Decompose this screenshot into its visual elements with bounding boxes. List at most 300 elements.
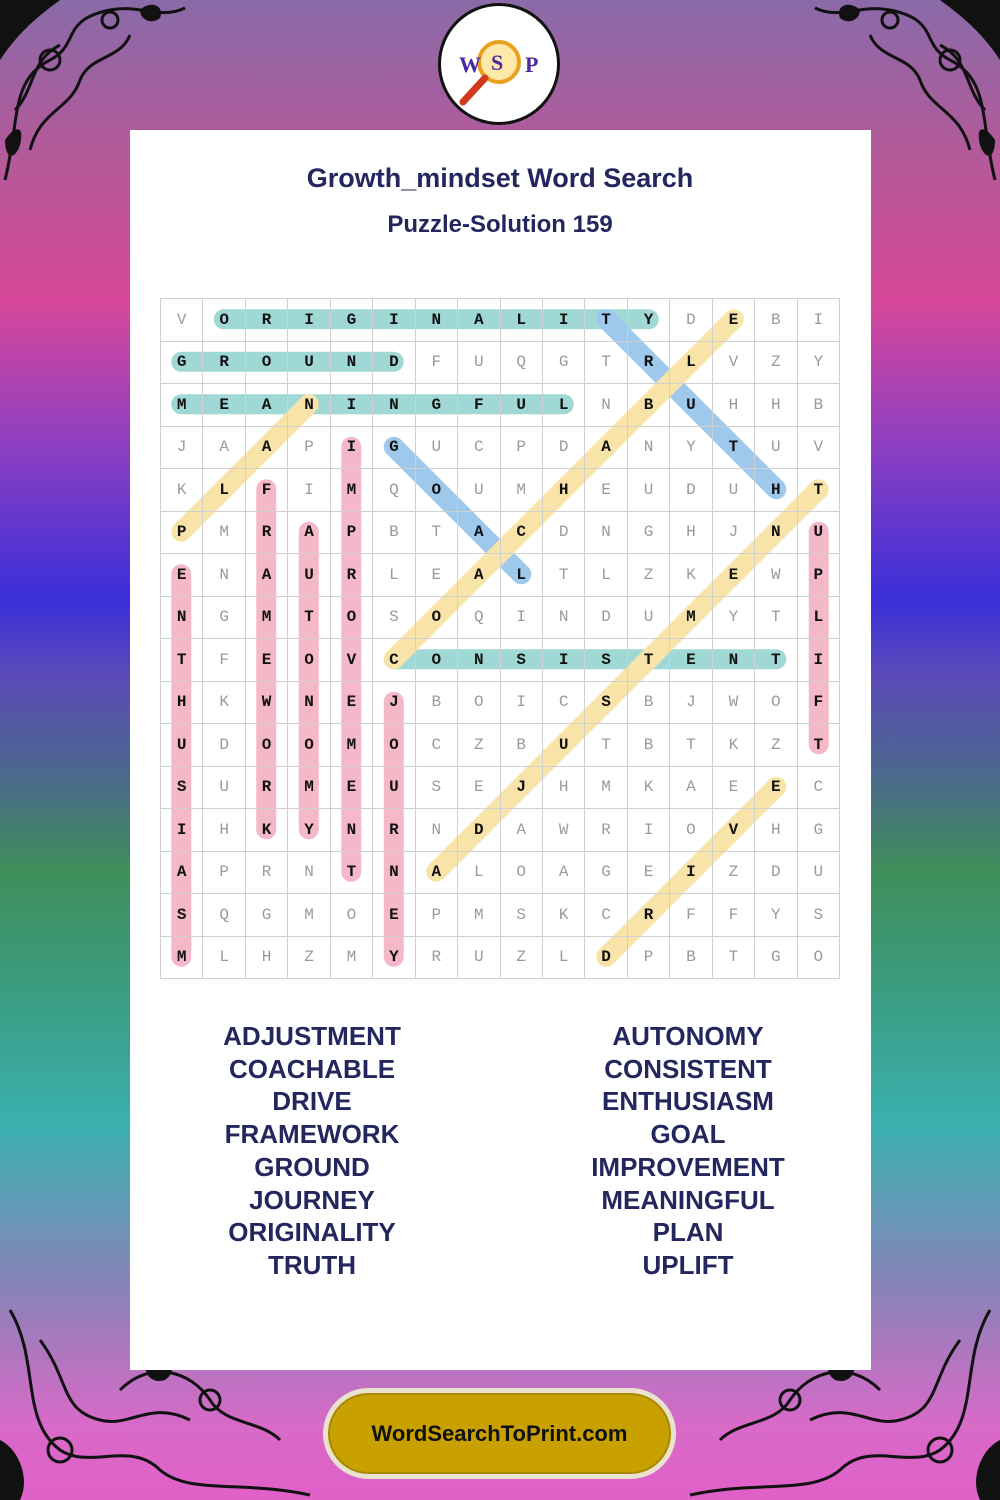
grid-cell[interactable]: G xyxy=(203,596,245,639)
grid-cell[interactable]: H xyxy=(755,384,797,427)
grid-cell[interactable]: G xyxy=(373,426,415,469)
grid-cell[interactable]: L xyxy=(203,469,245,512)
grid-cell[interactable]: S xyxy=(415,766,457,809)
grid-cell[interactable]: H xyxy=(203,809,245,852)
grid-cell[interactable]: H xyxy=(542,766,584,809)
grid-cell[interactable]: L xyxy=(500,554,542,597)
grid-cell[interactable]: I xyxy=(288,299,330,342)
page-title: Growth_mindset Word Search xyxy=(306,163,694,193)
grid-row xyxy=(161,681,840,724)
grid-cell[interactable]: Y xyxy=(373,936,415,979)
word-list-item: CONSISTENT xyxy=(604,1053,772,1084)
grid-cell[interactable]: J xyxy=(712,511,754,554)
grid-cell[interactable]: T xyxy=(585,299,627,342)
grid-cell[interactable]: I xyxy=(500,596,542,639)
grid-cell[interactable]: U xyxy=(542,724,584,767)
grid-cell[interactable]: H xyxy=(161,681,203,724)
grid-cell[interactable]: Y xyxy=(627,299,669,342)
grid-cell[interactable]: S xyxy=(585,639,627,682)
grid-cell[interactable]: N xyxy=(203,554,245,597)
grid-row xyxy=(161,511,840,554)
grid-cell[interactable]: J xyxy=(670,681,712,724)
grid-row xyxy=(161,894,840,937)
grid-cell[interactable]: A xyxy=(500,809,542,852)
grid-cell[interactable]: U xyxy=(458,341,500,384)
grid-cell[interactable]: M xyxy=(288,766,330,809)
word-list-item: JOURNEY xyxy=(249,1184,375,1215)
grid-cell[interactable]: L xyxy=(542,936,584,979)
grid-cell[interactable]: M xyxy=(161,384,203,427)
grid-cell[interactable]: A xyxy=(245,384,287,427)
grid-cell[interactable]: O xyxy=(755,681,797,724)
grid-cell[interactable]: Y xyxy=(288,809,330,852)
word-list-item: DRIVE xyxy=(272,1086,352,1117)
grid-cell[interactable]: M xyxy=(330,724,372,767)
grid-cell[interactable]: U xyxy=(500,384,542,427)
grid-cell[interactable]: G xyxy=(585,851,627,894)
grid-cell[interactable]: N xyxy=(415,299,457,342)
grid-cell[interactable]: A xyxy=(670,766,712,809)
grid-cell[interactable]: D xyxy=(542,511,584,554)
page-subtitle: Puzzle-Solution 159 xyxy=(387,211,613,238)
word-list-item: PLAN xyxy=(652,1217,724,1248)
grid-cell[interactable]: B xyxy=(797,384,839,427)
grid-row xyxy=(161,766,840,809)
grid-cell[interactable]: I xyxy=(330,426,372,469)
grid-cell[interactable]: N xyxy=(288,681,330,724)
grid-cell[interactable]: N xyxy=(712,639,754,682)
grid-cell[interactable]: F xyxy=(203,639,245,682)
grid-cell[interactable]: L xyxy=(373,554,415,597)
grid-row xyxy=(161,469,840,512)
grid-cell[interactable]: F xyxy=(670,894,712,937)
grid-cell[interactable]: O xyxy=(458,681,500,724)
grid-cell[interactable]: W xyxy=(712,681,754,724)
grid-cell[interactable]: E xyxy=(585,469,627,512)
grid-row xyxy=(161,299,840,342)
grid-row xyxy=(161,724,840,767)
grid-cell[interactable]: L xyxy=(203,936,245,979)
grid-cell[interactable]: U xyxy=(458,469,500,512)
grid-cell[interactable]: Y xyxy=(670,426,712,469)
grid-cell[interactable]: B xyxy=(755,299,797,342)
grid-cell[interactable]: J xyxy=(500,766,542,809)
grid-cell[interactable]: L xyxy=(500,299,542,342)
grid-cell[interactable]: G xyxy=(245,894,287,937)
grid-cell[interactable]: M xyxy=(585,766,627,809)
grid-cell[interactable]: B xyxy=(670,936,712,979)
grid-cell[interactable]: F xyxy=(245,469,287,512)
grid-cell[interactable]: R xyxy=(245,766,287,809)
grid-cell[interactable]: B xyxy=(627,724,669,767)
grid-cell[interactable]: E xyxy=(161,554,203,597)
grid-cell[interactable]: F xyxy=(458,384,500,427)
grid-cell[interactable]: I xyxy=(542,639,584,682)
grid-cell[interactable]: K xyxy=(161,469,203,512)
grid-cell[interactable]: U xyxy=(797,511,839,554)
grid-cell[interactable]: O xyxy=(415,469,457,512)
grid-cell[interactable]: A xyxy=(585,426,627,469)
grid-cell[interactable]: K xyxy=(245,809,287,852)
grid-cell[interactable]: L xyxy=(585,554,627,597)
grid-cell[interactable]: R xyxy=(245,299,287,342)
grid-cell[interactable]: I xyxy=(542,299,584,342)
grid-cell[interactable]: G xyxy=(797,809,839,852)
grid-row xyxy=(161,384,840,427)
grid-row xyxy=(161,809,840,852)
grid-cell[interactable]: S xyxy=(585,681,627,724)
grid-cell[interactable]: K xyxy=(627,766,669,809)
grid-cell[interactable]: G xyxy=(755,936,797,979)
grid-cell[interactable]: A xyxy=(203,426,245,469)
grid-cell[interactable]: E xyxy=(415,554,457,597)
grid-cell[interactable]: T xyxy=(755,639,797,682)
grid-cell[interactable]: E xyxy=(670,639,712,682)
grid-cell[interactable]: O xyxy=(330,894,372,937)
grid-cell[interactable]: S xyxy=(500,639,542,682)
grid-cell[interactable]: T xyxy=(755,596,797,639)
word-search-grid xyxy=(160,298,840,978)
grid-cell[interactable]: L xyxy=(542,384,584,427)
grid-cell[interactable]: I xyxy=(627,809,669,852)
grid-row xyxy=(161,596,840,639)
grid-cell[interactable]: T xyxy=(712,936,754,979)
grid-cell[interactable]: A xyxy=(161,851,203,894)
word-list-left xyxy=(162,1020,462,1282)
grid-cell[interactable]: R xyxy=(373,809,415,852)
grid-cell[interactable]: T xyxy=(797,724,839,767)
grid-cell[interactable]: U xyxy=(458,936,500,979)
grid-cell[interactable]: Z xyxy=(288,936,330,979)
grid-cell[interactable]: I xyxy=(288,469,330,512)
word-list-item: ADJUSTMENT xyxy=(223,1021,401,1051)
grid-cell[interactable]: O xyxy=(415,639,457,682)
grid-cell[interactable]: T xyxy=(542,554,584,597)
grid-cell[interactable]: T xyxy=(415,511,457,554)
grid-cell[interactable]: E xyxy=(203,384,245,427)
site-logo[interactable] xyxy=(438,3,560,125)
grid-cell[interactable]: I xyxy=(161,809,203,852)
grid-cell[interactable]: S xyxy=(797,894,839,937)
grid-cell[interactable]: E xyxy=(330,681,372,724)
grid-cell[interactable]: B xyxy=(627,384,669,427)
grid-cell[interactable]: T xyxy=(627,639,669,682)
grid-cell[interactable]: K xyxy=(203,681,245,724)
grid-cell[interactable]: Z xyxy=(755,724,797,767)
grid-cell[interactable]: F xyxy=(415,341,457,384)
grid-cell[interactable]: P xyxy=(203,851,245,894)
grid-cell[interactable]: R xyxy=(330,554,372,597)
grid-cell[interactable]: N xyxy=(288,384,330,427)
grid-cell[interactable]: D xyxy=(755,851,797,894)
grid-row xyxy=(161,341,840,384)
grid-cell[interactable]: E xyxy=(373,894,415,937)
grid-cell[interactable]: V xyxy=(330,639,372,682)
grid-cell[interactable]: U xyxy=(755,426,797,469)
grid-row xyxy=(161,936,840,979)
grid-cell[interactable]: O xyxy=(245,341,287,384)
grid-cell[interactable]: M xyxy=(288,894,330,937)
grid-cell[interactable]: A xyxy=(245,426,287,469)
grid-cell[interactable]: T xyxy=(670,724,712,767)
grid-cell[interactable]: N xyxy=(458,639,500,682)
logo-letter-p: P xyxy=(525,52,539,77)
grid-cell[interactable]: R xyxy=(415,936,457,979)
grid-cell[interactable]: O xyxy=(203,299,245,342)
grid-cell[interactable]: T xyxy=(288,596,330,639)
grid-cell[interactable]: D xyxy=(373,341,415,384)
grid-cell[interactable]: W xyxy=(542,809,584,852)
grid-cell[interactable]: Q xyxy=(500,341,542,384)
grid-cell[interactable]: A xyxy=(288,511,330,554)
grid-cell[interactable]: G xyxy=(161,341,203,384)
grid-cell[interactable]: W xyxy=(245,681,287,724)
grid-cell[interactable]: Y xyxy=(797,341,839,384)
grid-cell[interactable]: K xyxy=(712,724,754,767)
grid-cell[interactable]: K xyxy=(670,554,712,597)
grid-cell[interactable]: U xyxy=(288,554,330,597)
grid-cell[interactable]: A xyxy=(458,554,500,597)
grid-cell[interactable]: U xyxy=(712,469,754,512)
grid-cell[interactable]: N xyxy=(585,511,627,554)
grid-cell[interactable]: R xyxy=(585,809,627,852)
grid-cell[interactable]: T xyxy=(161,639,203,682)
word-list-right xyxy=(538,1020,838,1282)
grid-cell[interactable]: I xyxy=(500,681,542,724)
grid-cell[interactable]: N xyxy=(373,384,415,427)
grid-cell[interactable]: S xyxy=(500,894,542,937)
grid-cell[interactable]: U xyxy=(203,766,245,809)
grid-cell[interactable]: M xyxy=(330,936,372,979)
grid-cell[interactable]: R xyxy=(627,341,669,384)
grid-cell[interactable]: O xyxy=(330,596,372,639)
grid-cell[interactable]: H xyxy=(712,384,754,427)
grid-cell[interactable]: R xyxy=(627,894,669,937)
grid-cell[interactable]: M xyxy=(161,936,203,979)
grid-cell[interactable]: M xyxy=(670,596,712,639)
grid-cell[interactable]: I xyxy=(373,299,415,342)
grid-cell[interactable]: O xyxy=(288,639,330,682)
grid-cell[interactable]: O xyxy=(797,936,839,979)
grid-cell[interactable]: Y xyxy=(755,894,797,937)
grid-cell[interactable]: N xyxy=(373,851,415,894)
grid-cell[interactable]: S xyxy=(161,894,203,937)
grid-cell[interactable]: C xyxy=(797,766,839,809)
grid-cell[interactable]: N xyxy=(330,809,372,852)
grid-cell[interactable]: L xyxy=(458,851,500,894)
word-list-item: IMPROVEMENT xyxy=(591,1151,785,1182)
grid-cell[interactable]: J xyxy=(373,681,415,724)
grid-cell[interactable]: B xyxy=(627,681,669,724)
grid-cell[interactable]: K xyxy=(542,894,584,937)
grid-cell[interactable]: P xyxy=(161,511,203,554)
grid-cell[interactable]: G xyxy=(542,341,584,384)
grid-cell[interactable]: R xyxy=(245,851,287,894)
grid-cell[interactable]: H xyxy=(755,809,797,852)
grid-cell[interactable]: D xyxy=(585,936,627,979)
grid-cell[interactable]: G xyxy=(627,511,669,554)
grid-cell[interactable]: U xyxy=(415,426,457,469)
grid-row xyxy=(161,639,840,682)
grid-cell[interactable]: O xyxy=(415,596,457,639)
grid-cell[interactable]: N xyxy=(288,851,330,894)
grid-cell[interactable]: T xyxy=(585,724,627,767)
grid-cell[interactable]: C xyxy=(373,639,415,682)
footer-link-text[interactable]: WordSearchToPrint.com xyxy=(371,1421,628,1446)
grid-cell[interactable]: D xyxy=(670,469,712,512)
grid-cell[interactable]: S xyxy=(373,596,415,639)
grid-cell[interactable]: A xyxy=(245,554,287,597)
grid-cell[interactable]: V xyxy=(161,299,203,342)
grid-cell[interactable]: M xyxy=(458,894,500,937)
grid-cell[interactable]: V xyxy=(712,341,754,384)
grid-cell[interactable]: Z xyxy=(712,851,754,894)
grid-cell[interactable]: E xyxy=(712,299,754,342)
grid-cell[interactable]: N xyxy=(330,341,372,384)
grid-cell[interactable]: N xyxy=(755,511,797,554)
grid-cell[interactable]: E xyxy=(245,639,287,682)
word-list-item: MEANINGFUL xyxy=(601,1184,775,1215)
word-list-item: TRUTH xyxy=(267,1249,357,1280)
grid-cell[interactable]: O xyxy=(288,724,330,767)
grid-cell[interactable]: D xyxy=(203,724,245,767)
grid-cell[interactable]: P xyxy=(330,511,372,554)
grid-row xyxy=(161,554,840,597)
grid-cell[interactable]: N xyxy=(542,596,584,639)
grid-cell[interactable]: A xyxy=(542,851,584,894)
grid-cell[interactable]: E xyxy=(627,851,669,894)
grid-cell[interactable]: D xyxy=(458,809,500,852)
grid-cell[interactable]: O xyxy=(245,724,287,767)
grid-cell[interactable]: I xyxy=(330,384,372,427)
grid-cell[interactable]: D xyxy=(670,299,712,342)
word-list-item: UPLIFT xyxy=(642,1249,734,1280)
grid-cell[interactable]: Z xyxy=(458,724,500,767)
grid-cell[interactable]: T xyxy=(712,426,754,469)
grid-cell[interactable]: B xyxy=(415,681,457,724)
grid-cell[interactable]: F xyxy=(797,681,839,724)
grid-cell[interactable]: T xyxy=(585,341,627,384)
grid-cell[interactable]: U xyxy=(288,341,330,384)
grid-cell[interactable]: R xyxy=(245,511,287,554)
grid-cell[interactable]: I xyxy=(670,851,712,894)
grid-cell[interactable]: U xyxy=(627,469,669,512)
grid-cell[interactable]: N xyxy=(161,596,203,639)
grid-cell[interactable]: Y xyxy=(712,596,754,639)
grid-cell[interactable]: Q xyxy=(203,894,245,937)
grid-cell[interactable]: P xyxy=(288,426,330,469)
grid-cell[interactable]: M xyxy=(500,469,542,512)
grid-cell[interactable]: C xyxy=(500,511,542,554)
grid-cell[interactable]: T xyxy=(797,469,839,512)
grid-cell[interactable]: O xyxy=(670,809,712,852)
grid-cell[interactable]: P xyxy=(500,426,542,469)
grid-cell[interactable]: C xyxy=(415,724,457,767)
grid-cell[interactable]: H xyxy=(670,511,712,554)
grid-cell[interactable]: V xyxy=(797,426,839,469)
word-list-item: COACHABLE xyxy=(228,1053,396,1084)
grid-cell[interactable]: E xyxy=(712,766,754,809)
grid-cell[interactable]: T xyxy=(330,851,372,894)
magnifier-icon xyxy=(441,6,557,122)
grid-cell[interactable]: Z xyxy=(627,554,669,597)
grid-cell[interactable]: U xyxy=(797,851,839,894)
grid-cell[interactable]: A xyxy=(415,851,457,894)
grid-cell[interactable]: H xyxy=(245,936,287,979)
grid-cell[interactable]: Q xyxy=(458,596,500,639)
grid-cell[interactable]: V xyxy=(712,809,754,852)
grid-cell[interactable]: O xyxy=(373,724,415,767)
grid-cell[interactable]: N xyxy=(627,426,669,469)
grid-cell[interactable]: C xyxy=(585,894,627,937)
grid-cell[interactable]: M xyxy=(330,469,372,512)
grid-cell[interactable]: U xyxy=(670,384,712,427)
grid-cell[interactable]: M xyxy=(203,511,245,554)
grid-cell[interactable]: L xyxy=(797,596,839,639)
grid-cell[interactable]: G xyxy=(415,384,457,427)
grid-cell[interactable]: I xyxy=(797,299,839,342)
word-list-item: ORIGINALITY xyxy=(228,1217,396,1248)
grid-cell[interactable]: W xyxy=(755,554,797,597)
word-list-item: AUTONOMY xyxy=(612,1021,764,1051)
grid-cell[interactable]: M xyxy=(245,596,287,639)
grid-cell[interactable]: Z xyxy=(755,341,797,384)
grid-cell[interactable]: J xyxy=(161,426,203,469)
grid-cell[interactable]: P xyxy=(627,936,669,979)
grid-cell[interactable]: L xyxy=(670,341,712,384)
grid-cell[interactable]: I xyxy=(797,639,839,682)
grid-cell[interactable]: A xyxy=(458,299,500,342)
grid-cell[interactable]: D xyxy=(585,596,627,639)
word-list-item: GROUND xyxy=(254,1151,370,1182)
logo-letter-s: S xyxy=(491,50,504,75)
grid-cell[interactable]: A xyxy=(458,511,500,554)
grid-row xyxy=(161,426,840,469)
grid-cell[interactable]: E xyxy=(755,766,797,809)
grid-cell[interactable]: B xyxy=(373,511,415,554)
grid-cell[interactable]: B xyxy=(500,724,542,767)
grid-cell[interactable]: E xyxy=(458,766,500,809)
grid-row xyxy=(161,851,840,894)
grid-cell[interactable]: F xyxy=(712,894,754,937)
word-list-item: GOAL xyxy=(650,1119,726,1150)
grid-cell[interactable]: P xyxy=(797,554,839,597)
grid-cell[interactable]: D xyxy=(542,426,584,469)
grid-cell[interactable]: U xyxy=(161,724,203,767)
grid-cell[interactable]: C xyxy=(542,681,584,724)
grid-cell[interactable]: H xyxy=(755,469,797,512)
grid-cell[interactable]: E xyxy=(330,766,372,809)
grid-cell[interactable]: S xyxy=(161,766,203,809)
grid-cell[interactable]: G xyxy=(330,299,372,342)
letter-table xyxy=(160,298,840,979)
grid-cell[interactable]: Z xyxy=(500,936,542,979)
grid-cell[interactable]: H xyxy=(542,469,584,512)
word-list-item: ENTHUSIASM xyxy=(602,1086,774,1117)
grid-cell[interactable]: E xyxy=(712,554,754,597)
grid-cell[interactable]: C xyxy=(458,426,500,469)
grid-cell[interactable]: N xyxy=(585,384,627,427)
grid-cell[interactable]: O xyxy=(500,851,542,894)
grid-cell[interactable]: Q xyxy=(373,469,415,512)
grid-cell[interactable]: P xyxy=(415,894,457,937)
logo-letter-w: W xyxy=(459,52,481,77)
grid-cell[interactable]: R xyxy=(203,341,245,384)
grid-cell[interactable]: U xyxy=(373,766,415,809)
grid-cell[interactable]: N xyxy=(415,809,457,852)
word-list-item: FRAMEWORK xyxy=(224,1119,400,1150)
grid-cell[interactable]: U xyxy=(627,596,669,639)
